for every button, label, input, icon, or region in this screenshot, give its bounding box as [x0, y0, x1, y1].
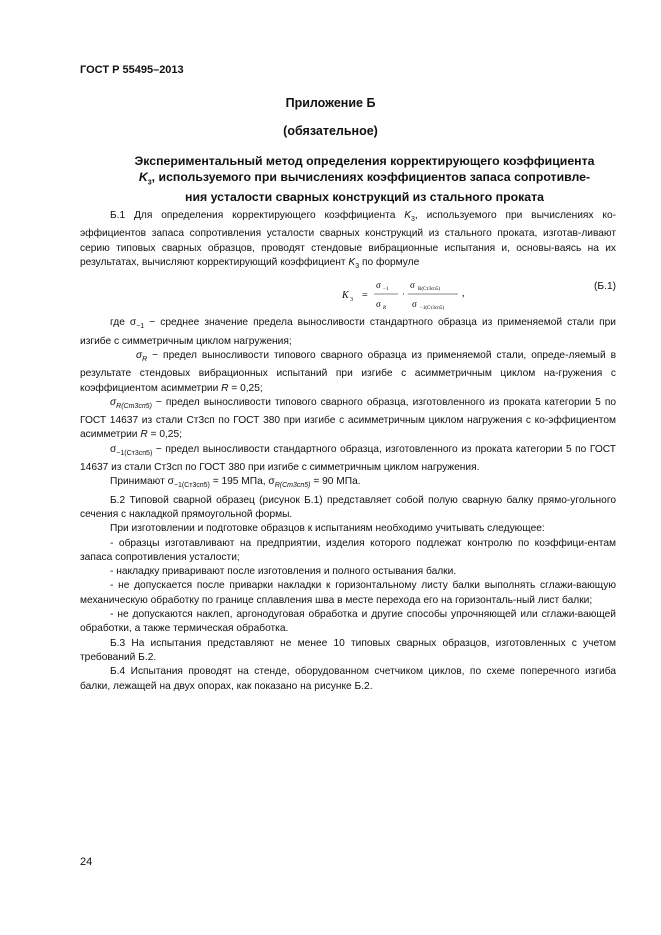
formula-comma: , — [462, 288, 465, 300]
page-number: 24 — [80, 856, 93, 868]
section-title-line: Экспериментальный метод определения корректирующего коэффициента — [134, 154, 595, 168]
appendix-title: Приложение Б — [285, 96, 376, 110]
formula-equals: = — [362, 290, 368, 302]
paragraph-b3: Б.3 На испытания представляют не менее 10 типовых сварных образцов, изготовленных с учетом требований Б.2. — [80, 637, 616, 663]
document-body — [80, 209, 616, 694]
list-item: - образцы изготавливают на предприятии, изделия которого подлежат контролю по коэффици-ентам запаса сопротивления усталости; — [80, 537, 616, 563]
accepted-values: Принимают $\sigma_{-1(Ст3сп5)} = 195$ МПа, $\sigma_{R(Ст3сп5)} = 90$ МПа. — [110, 476, 361, 490]
formula-lhs-sub: 3 — [350, 297, 353, 304]
formula-lhs: K — [342, 290, 349, 302]
paragraph-b4: Б.4 Испытания проводят на стенде, оборудованном счетчиком циклов, по схеме поперечного изгиба балки, лежащей на двух опорах, как показано на рисунке Б.2. — [80, 666, 616, 692]
formula-num2-sub: R(Ст3сп5) — [418, 287, 441, 293]
section-title — [112, 154, 617, 206]
formula-num1: σ — [376, 280, 381, 291]
list-item: - накладку приваривают после изготовления и полного остывания балки. — [110, 566, 457, 578]
formula-den2: σ — [412, 299, 417, 310]
formula-graphic — [340, 274, 540, 316]
formula-den1-sub: R — [383, 306, 387, 312]
section-title-line: $K_3$, используемого при вычислениях коэффициентов запаса сопротивле- — [138, 169, 591, 186]
document-code-header: ГОСТ Р 55495–2013 — [80, 64, 184, 76]
paragraph-b1: Б.1 Для определения корректирующего коэффициента $K_3$, используемого при вычислениях ко-эффициентов запаса сопротивления усталости сварных конструкций из стального проката, изготав-ливают серию типовых сварных образцов, проводят стендовые вибрационные испытания и, основы-ваясь на их результатах, вычисляют корректирующий коэффициент $K_3$ по формуле — [80, 210, 616, 270]
formula-num1-sub: −1 — [383, 287, 389, 293]
where-sigma-r: $\sigma_R$ − предел выносливости типового сварного образца из применяемой стали, опреде-ляемый в результате стендовых вибрационных испытаний при изгибе с асимметричным циклом на-гружения с коэффициентом асимметрии R = 0,25; — [80, 349, 616, 394]
where-sigma-minus1-st3sp5: $\sigma_{-1(Ст3сп5)}$ − предел выносливости стандартного образца, изготовленного из проката категории 5 по ГОСТ 14637 из стали Ст3сп по ГОСТ 380 при изгибе с симметричным циклом нагружения. — [80, 443, 616, 474]
section-title-line: ния усталости сварных конструкций из стального проката — [185, 190, 544, 205]
appendix-status: (обязательное) — [283, 124, 378, 138]
formula-den1: σ — [376, 299, 381, 310]
formula-num2: σ — [410, 280, 415, 291]
formula-number: (Б.1) — [594, 281, 616, 293]
formula-dot: · — [402, 289, 405, 300]
formula-b1 — [80, 274, 616, 316]
paragraph-preparation: При изготовлении и подготовке образцов к испытаниям необходимо учитывать следующее: — [110, 523, 545, 535]
where-sigma-minus1: где $\sigma_{-1}$ − среднее значение предела выносливости стандартного образца из применяемой стали при изгибе с симметричным циклом нагружения; — [80, 317, 616, 347]
list-item: - не допускаются наклеп, аргонодуговая обработка и другие способы упрочняющей или сглажи-вающей обработки, а также термическая обработка. — [80, 609, 616, 635]
list-item: - не допускается после приварки накладки к горизонтальному листу балки выполнять сглажи-вающую механическую обработку по границе сплавления шва в месте перехода его на горизонталь-ный лист балки; — [80, 580, 616, 606]
paragraph-b2: Б.2 Типовой сварной образец (рисунок Б.1) представляет собой полую сварную балку прямо-угольного сечения с накладкой прямоугольной формы. — [80, 494, 616, 520]
where-sigma-r-st3sp5: $\sigma_{R(Ст3сп5)}$ − предел выносливости типового сварного образца, изготовленного из проката категории 5 по ГОСТ 14637 из стали Ст3сп по ГОСТ 380 при изгибе с асимметричным циклом нагружения с ко-эффициентом асимметрии R = 0,25; — [80, 396, 616, 441]
formula-den2-sub: −1(Ст3сп5) — [420, 306, 444, 312]
